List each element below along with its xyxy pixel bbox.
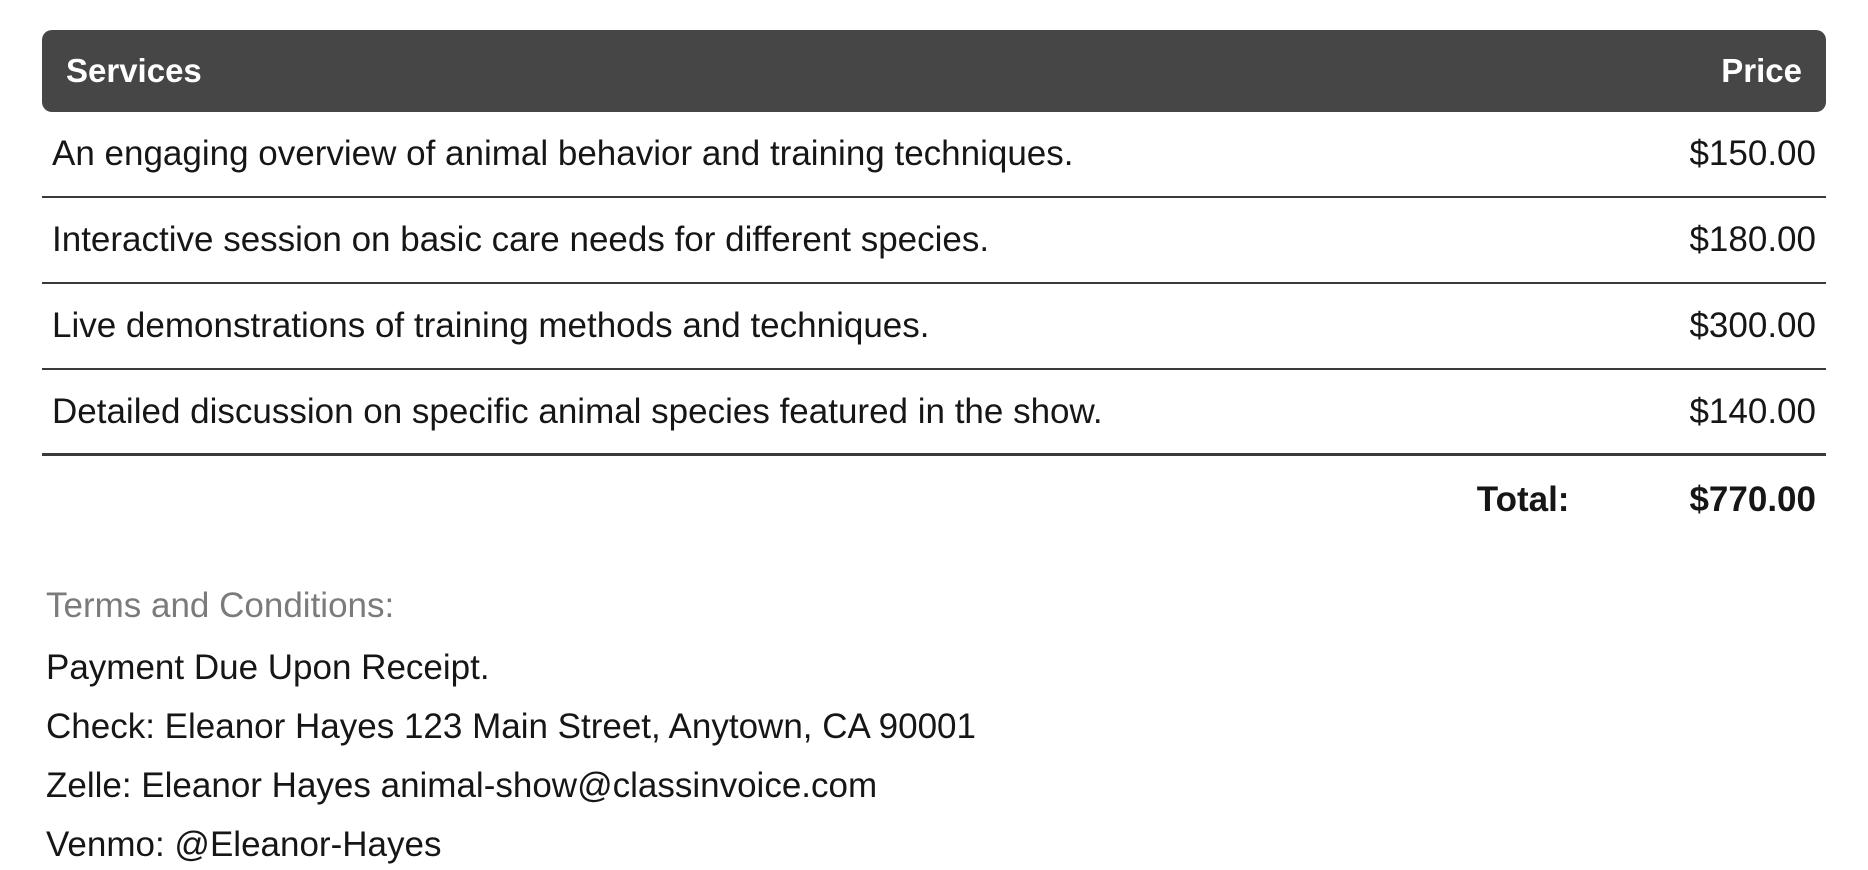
terms-and-conditions-section — [42, 586, 1826, 865]
table-row — [42, 112, 1826, 198]
total-label: Total: — [1476, 480, 1570, 519]
terms-line-payment-due: Payment Due Upon Receipt. — [46, 648, 490, 687]
services-table-header — [42, 30, 1826, 112]
service-description: Live demonstrations of training methods and techniques. — [52, 306, 930, 345]
terms-heading: Terms and Conditions: — [46, 586, 395, 625]
service-description: Detailed discussion on specific animal species featured in the show. — [52, 391, 1103, 431]
price-column-header: Price — [1721, 52, 1802, 89]
terms-line-venmo: Venmo: @Eleanor-Hayes — [46, 825, 442, 864]
services-table — [42, 30, 1826, 544]
terms-line-check: Check: Eleanor Hayes 123 Main Street, Anytown, CA 90001 — [46, 707, 976, 746]
service-description: An engaging overview of animal behavior and training techniques. — [52, 134, 1074, 173]
service-price: $150.00 — [1689, 134, 1816, 173]
terms-line-zelle: Zelle: Eleanor Hayes animal-show@classinvoice.com — [46, 766, 878, 805]
services-column-header: Services — [66, 52, 202, 89]
service-description: Interactive session on basic care needs for different species. — [52, 220, 990, 259]
total-value: $770.00 — [1689, 480, 1816, 519]
table-row — [42, 198, 1826, 284]
service-price: $180.00 — [1689, 220, 1816, 259]
total-row — [42, 456, 1826, 544]
service-price: $300.00 — [1689, 306, 1816, 345]
service-price: $140.00 — [1689, 391, 1816, 431]
table-row — [42, 370, 1826, 456]
table-row — [42, 284, 1826, 370]
